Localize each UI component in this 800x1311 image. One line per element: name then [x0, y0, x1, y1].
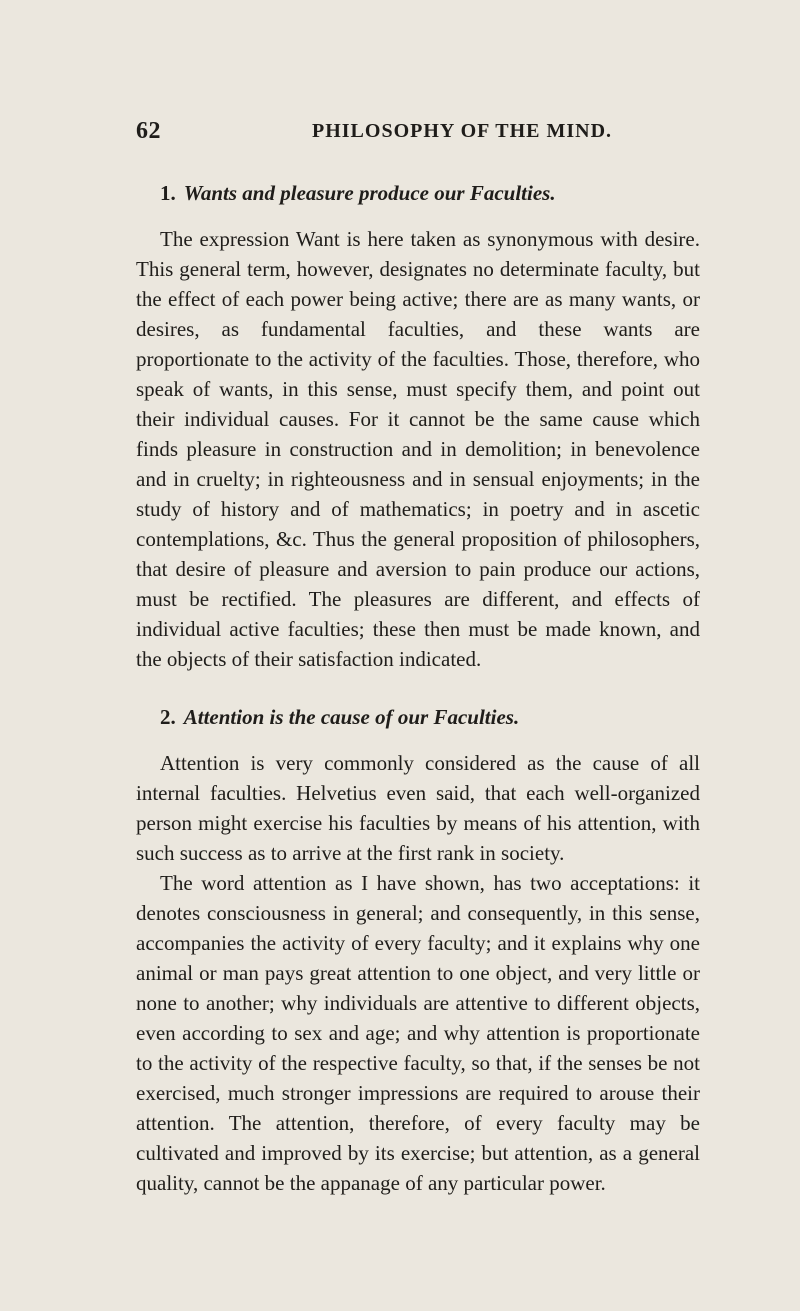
- page-header: [136, 118, 690, 148]
- section-2: [136, 702, 700, 1198]
- section-1: [136, 178, 700, 674]
- running-title: PHILOSOPHY OF THE MIND.: [312, 120, 613, 142]
- section-title: Wants and pleasure produce our Faculties.: [183, 181, 556, 205]
- section-number: 2.: [160, 705, 176, 729]
- paragraph: Attention is very commonly considered as the cause of all internal faculties. Helvetius even said, that each well-organized person might exercise his faculties by means of his attention, with such success as to arrive at the first rank in society.: [136, 751, 700, 865]
- section-title: Attention is the cause of our Faculties.: [183, 705, 520, 729]
- section-heading: [160, 178, 700, 208]
- section-number: 1.: [160, 181, 176, 205]
- section-heading: [160, 702, 700, 732]
- paragraph: The expression Want is here taken as synonymous with desire. This general term, however, designates no determinate faculty, but the effect of each power being active; there are as many wants, or desires, as fundamental faculties, and these wants are proportionate to the activity of the faculties. Those, therefore, who speak of wants, in this sense, must specify them, and point out their individual causes. For it cannot be the same cause which finds pleasure in construction and in demolition; in benevolence and in cruelty; in righteousness and in sensual enjoyments; in the study of history and of mathematics; in poetry and in ascetic contemplations, &c. Thus the general proposition of philosophers, that desire of pleasure and aversion to pain produce our actions, must be rectified. The pleasures are different, and effects of individual active faculties; these then must be made known, and the objects of their satisfaction indicated.: [136, 227, 700, 671]
- paragraph: The word attention as I have shown, has two acceptations: it denotes consciousness in general; and consequently, in this sense, accompanies the activity of every faculty; and it explains why one animal or man pays great attention to one object, and very little or none to another; why individuals are attentive to different objects, even according to sex and age; and why attention is proportionate to the activity of the respective faculty, so that, if the senses be not exercised, much stronger impressions are required to arouse their attention. The attention, therefore, of every faculty may be cultivated and improved by its exercise; but attention, as a general quality, cannot be the appanage of any particular power.: [136, 871, 700, 1195]
- page-body: [136, 178, 700, 1198]
- page-number: 62: [136, 118, 161, 144]
